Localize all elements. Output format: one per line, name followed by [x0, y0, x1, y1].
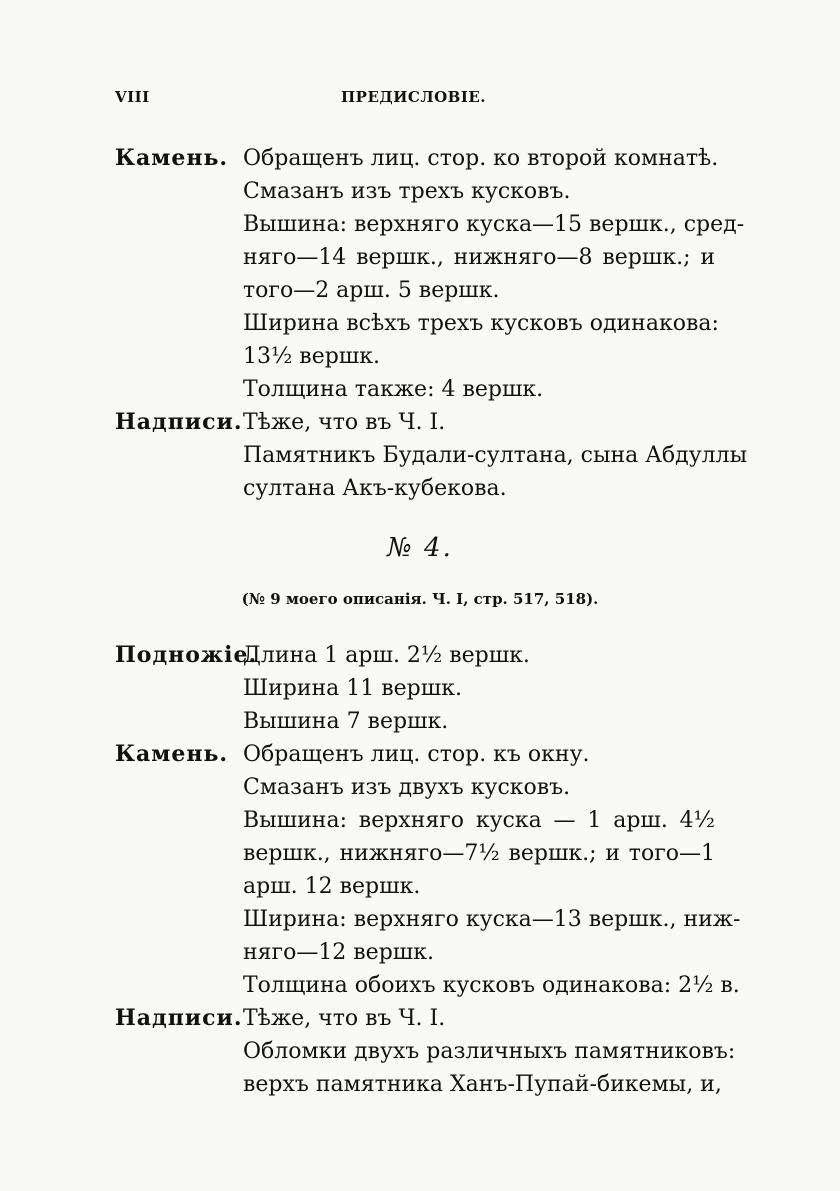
entry-line: Толщина обоихъ кусковъ одинакова: 2½ в.	[243, 973, 740, 998]
entry-body	[243, 639, 715, 738]
entry-body	[243, 738, 741, 1002]
entry-line: вершк., нижняго—7½ вершк.; и того—1	[243, 841, 715, 866]
entry-line: няго—12 вершк.	[243, 940, 434, 965]
entry-line: 13½ вершк.	[243, 344, 380, 369]
entry-pedestal	[115, 639, 715, 738]
entry-line: того—2 арш. 5 вершк.	[243, 278, 500, 303]
section-subtitle: (№ 9 моего описанія. Ч. I, стр. 517, 518).	[241, 590, 599, 608]
entry-line: Обращенъ лиц. стор. ко второй комнатѣ.	[243, 146, 719, 171]
entry-line: Ширина 11 вершк.	[243, 676, 462, 701]
entry-label: Надписи.	[115, 409, 243, 435]
entry-line: арш. 12 вершк.	[243, 874, 421, 899]
page-number: VIII	[115, 88, 150, 106]
entry-line: Вышина: верхняго куска — 1 арш. 4½	[243, 808, 715, 833]
entry-line: Обращенъ лиц. стор. къ окну.	[243, 742, 590, 767]
entry-inscriptions-1	[115, 406, 748, 505]
entry-line: Смазанъ изъ двухъ кусковъ.	[243, 775, 571, 800]
entry-line: Тѣже, что въ Ч. I.	[243, 410, 446, 435]
entry-label: Надписи.	[115, 1005, 243, 1031]
section-title: № 4.	[387, 533, 453, 563]
entry-label: Камень.	[115, 741, 229, 767]
entry-label: Подножіе.	[115, 642, 258, 668]
entry-line: Ширина: верхняго куска—13 вершк., ниж-	[243, 907, 741, 932]
entry-line: Смазанъ изъ трехъ кусковъ.	[243, 179, 571, 204]
entry-label: Камень.	[115, 145, 229, 171]
entry-stone-2	[115, 738, 741, 1002]
entry-line: султана Акъ-кубекова.	[243, 476, 507, 501]
entry-line: Ширина всѣхъ трехъ кусковъ одинакова:	[243, 311, 719, 336]
entry-inscriptions-2	[115, 1002, 736, 1101]
entry-body	[243, 406, 748, 505]
entry-line: Вышина: верхняго куска—15 вершк., сред-	[243, 212, 745, 237]
entry-stone-1	[115, 142, 745, 406]
entry-body	[243, 142, 745, 406]
entry-line: Обломки двухъ различныхъ памятниковъ:	[243, 1039, 736, 1064]
entry-line: Вышина 7 вершк.	[243, 709, 449, 734]
entry-line: верхъ памятника Ханъ-Пупай-бикемы, и,	[243, 1072, 722, 1097]
running-title: ПРЕДИСЛОВІЕ.	[341, 88, 487, 106]
entry-line: Памятникъ Будали-султана, сына Абдуллы	[243, 443, 748, 468]
entry-body	[243, 1002, 736, 1101]
entry-line: няго—14 вершк., нижняго—8 вершк.; и	[243, 245, 715, 270]
entry-line: Длина 1 арш. 2½ вершк.	[243, 643, 530, 668]
page-header	[115, 88, 720, 112]
entry-line: Тѣже, что въ Ч. I.	[243, 1006, 446, 1031]
entry-line: Толщина также: 4 вершк.	[243, 377, 544, 402]
